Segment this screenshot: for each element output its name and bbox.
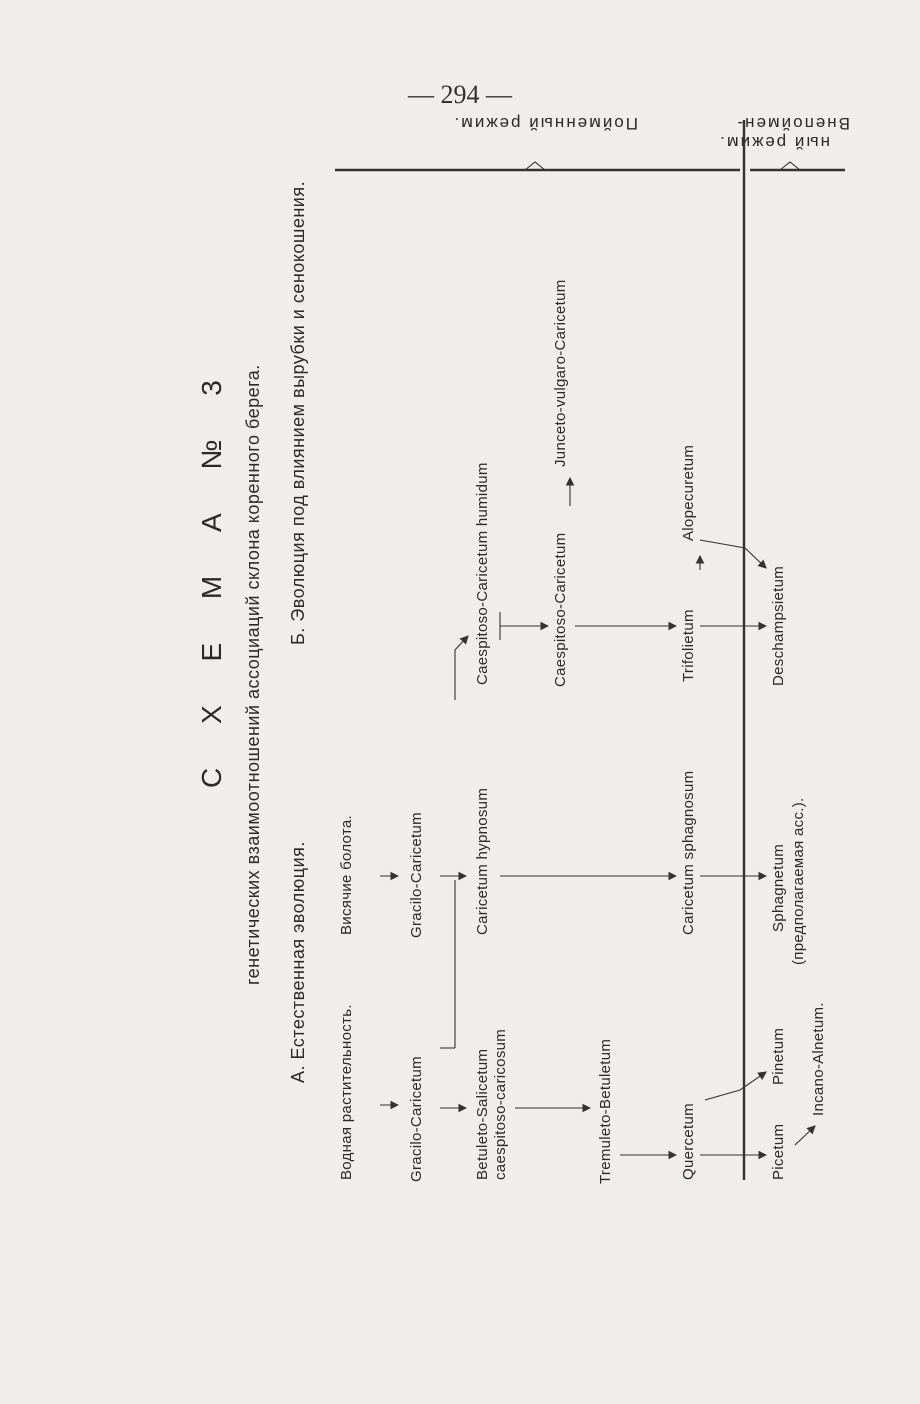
node-caricetum-sphagnosum: Caricetum sphagnosum [680,770,697,935]
node-caespitoso-caricetum: Caespitoso-Caricetum [552,532,569,687]
node-gracilo-caricetum: Gracilo-Caricetum [408,1056,425,1182]
node-vodnaya: Водная растительность. [338,1004,355,1180]
section-b-label: Б. Эволюция под влиянием вырубки и сенокошения. [288,180,308,645]
node-tremuleto-betuletum: Tremuleto-Betuletum [597,1038,614,1184]
non-floodplain-regime-label-1: Внепоймен- [735,114,850,133]
node-picetum: Picetum [770,1123,787,1180]
page-number: — 294 — [408,80,512,109]
node-caricetum-hypnosum: Caricetum hypnosum [474,787,491,935]
node-betuleto-salicetum: Betuleto-Salicetum [474,1048,491,1180]
node-caespitoso-humidum: Caespitoso-Caricetum humidum [474,462,491,685]
node-deschampsietum: Deschampsietum [770,565,787,686]
node-quercetum: Quercetum [680,1103,697,1180]
node-sphagnetum: Sphagnetum [770,843,787,932]
node-pinetum: Pinetum [770,1027,787,1085]
node-gracilo-caricetum-b: Gracilo-Caricetum [408,812,425,938]
non-floodplain-regime-label-2: ный режим. [718,133,830,152]
scheme-title: С Х Е М А № 3 [196,362,227,788]
node-junceto: Junceto-vulgaro-Caricetum [552,279,569,467]
floodplain-regime-label: Пойменный режим. [452,114,638,133]
node-alopecuretum: Alopecuretum [680,444,697,541]
node-trifolietum: Trifolietum [680,609,697,682]
node-betuleto-caespitoso: caespitoso-caricosum [492,1028,509,1180]
section-a-label: А. Естественная эволюция. [288,841,308,1083]
node-visyachie: Висячие болота. [338,815,355,935]
node-sphagnetum-note: (предполагаемая асс.). [790,797,807,965]
node-incano-alnetum: Incano-Alnetum. [810,1002,827,1116]
scheme-subtitle: генетических взаимоотношений ассоциаций склона коренного берега. [243,364,263,985]
